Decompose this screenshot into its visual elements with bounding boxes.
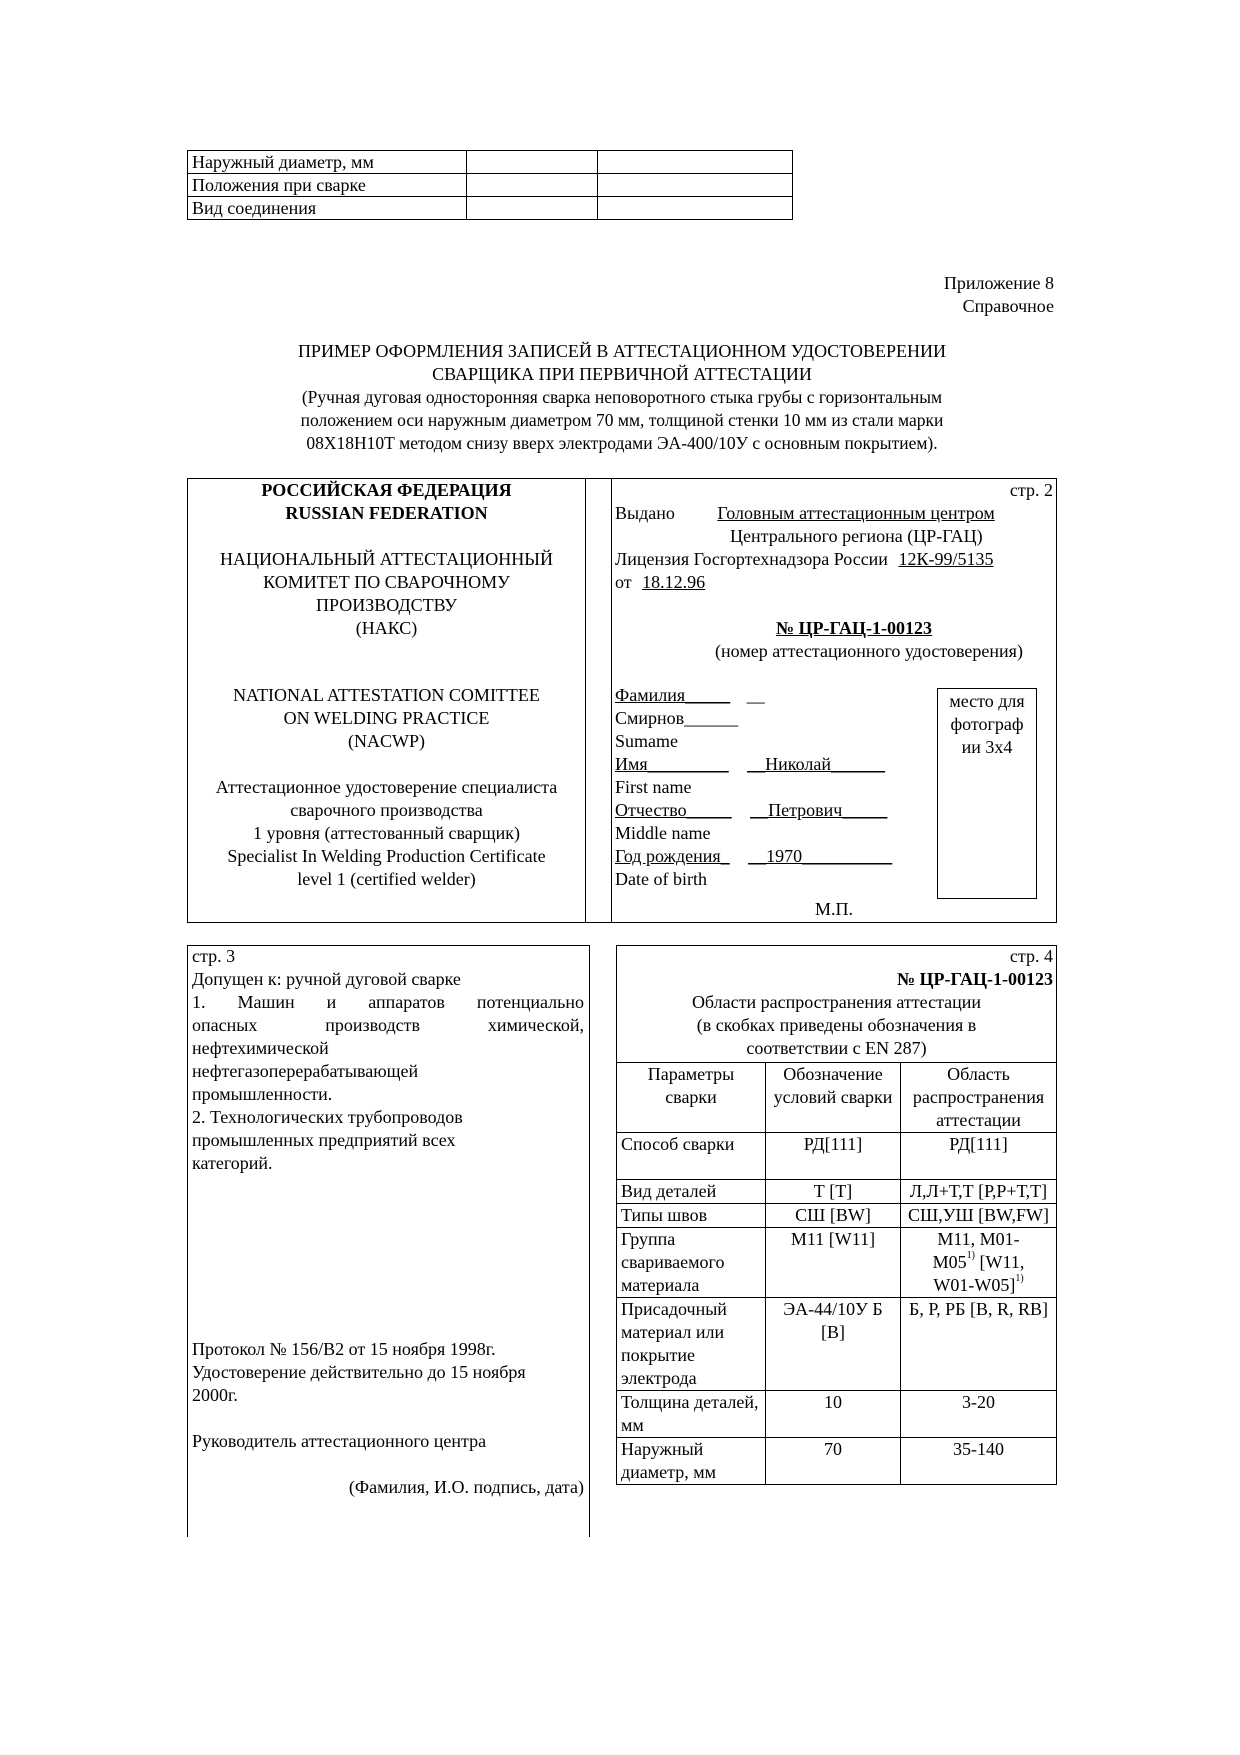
area-cell: СШ,УШ [BW,FW] [901, 1204, 1057, 1228]
org-line: ПРОИЗВОДСТВУ [316, 595, 457, 615]
cond-cell: СШ [BW] [766, 1204, 901, 1228]
area-text: М11, М01- [937, 1229, 1020, 1249]
license-number: 12К-99/5135 [898, 549, 994, 569]
validity-line: 2000г. [192, 1385, 238, 1405]
photo-placeholder [937, 688, 1037, 899]
surname-value: Смирнов______ [615, 708, 739, 728]
cond-cell: 70 [766, 1438, 901, 1485]
org-abbr-en: (NACWP) [348, 731, 425, 751]
heading-subtitle: 08Х18Н10Т методом снизу вверх электродами ЭА-400/10У с основным покрытием). [306, 433, 938, 453]
attestation-table [616, 1062, 1057, 1485]
cert-desc-en: Specialist In Welding Production Certificate [227, 846, 546, 866]
stamp-place: М.П. [814, 899, 853, 919]
table-cell [598, 197, 793, 220]
issued-row [615, 502, 1053, 525]
table-cell [467, 197, 598, 220]
table-row [617, 1204, 1057, 1228]
cert-number: № ЦР-ГАЦ-1-00123 [896, 969, 1053, 989]
protocol-line: Протокол № 156/В2 от 15 ноября 1998г. [192, 1339, 496, 1359]
divider [585, 479, 586, 922]
photo-caption-line: ии 3х4 [961, 737, 1013, 757]
param-cell: Вид деталей [617, 1180, 766, 1204]
param-cell: Группа свариваемого материала [617, 1228, 766, 1298]
heading-line: ПРИМЕР ОФОРМЛЕНИЯ ЗАПИСЕЙ В АТТЕСТАЦИОННОМ УДОСТОВЕРЕНИИ [297, 341, 947, 361]
admitted-item: нефтегазоперерабатывающей [192, 1061, 419, 1081]
page-number: стр. 2 [1009, 480, 1053, 500]
appendix-type: Справочное [962, 296, 1054, 316]
license-date-row [615, 571, 1053, 594]
cert-desc: Аттестационное удостоверение специалиста [215, 777, 558, 797]
page-4-header [620, 945, 1053, 1060]
table-cell [467, 174, 598, 197]
divider [611, 479, 612, 922]
certificate-inner [187, 945, 1057, 1537]
admitted-item: 1. Машин и аппаратов потенциально [192, 992, 584, 1012]
table-title: Области распространения аттестации [691, 992, 982, 1012]
column-header: Параметры сварки [617, 1063, 766, 1133]
table-row [617, 1180, 1057, 1204]
patronymic-label: Отчество_____ [615, 800, 732, 820]
from-label: от [615, 572, 632, 592]
area-cell: 35-140 [901, 1438, 1057, 1485]
cert-desc: 1 уровня (аттестованный сварщик) [253, 823, 520, 843]
country-en: RUSSIAN FEDERATION [285, 503, 488, 523]
footnote-mark: 1) [1015, 1273, 1024, 1284]
area-cell: Л,Л+Т,Т [Р,Р+Т,Т] [901, 1180, 1057, 1204]
param-cell: Наружный диаметр, мм [617, 1438, 766, 1485]
area-cell: РД[111] [901, 1133, 1057, 1180]
table-cell: Вид соединения [188, 197, 467, 220]
certificate-cover [187, 478, 1057, 923]
org-line: НАЦИОНАЛЬНЫЙ АТТЕСТАЦИОННЫЙ [220, 549, 553, 569]
area-cell: 3-20 [901, 1391, 1057, 1438]
admitted-item: промышленных предприятий всех [192, 1130, 456, 1150]
table-title: (в скобках приведены обозначения в [696, 1015, 977, 1035]
table-row [617, 1133, 1057, 1180]
license-row [615, 548, 1053, 571]
photo-caption [938, 689, 1036, 759]
name-value: __Николай______ [747, 754, 886, 774]
table-cell [598, 174, 793, 197]
table-cell [467, 151, 598, 174]
org-line: КОМИТЕТ ПО СВАРОЧНОМУ [263, 572, 510, 592]
cert-desc-en: level 1 (certified welder) [297, 869, 476, 889]
surname-blank: __ [746, 685, 765, 705]
signature-caption: (Фамилия, И.О. подпись, дата) [348, 1477, 584, 1497]
head-label: Руководитель аттестационного центра [192, 1431, 487, 1451]
birth-en: Date of birth [615, 869, 707, 889]
cover-right [615, 479, 1053, 663]
cover-left-en [188, 684, 585, 891]
page-number: стр. 4 [1009, 946, 1053, 966]
table-row [188, 174, 793, 197]
license-date: 18.12.96 [642, 572, 706, 592]
name-en: First name [615, 777, 692, 797]
birth-row [615, 845, 925, 868]
surname-en: Sumame [615, 731, 678, 751]
table-row [617, 1438, 1057, 1485]
admitted-item: 2. Технологических трубопроводов [192, 1107, 463, 1127]
issued-label: Выдано [615, 503, 675, 523]
table-header-row [617, 1063, 1057, 1133]
area-text: [W11, [975, 1252, 1025, 1272]
surname-row [615, 684, 925, 707]
holder-data [615, 684, 925, 891]
page-3-footer [192, 1338, 584, 1499]
cert-number-caption: (номер аттестационного удостоверения) [715, 641, 1023, 661]
table-title: соответствии с EN 287) [746, 1038, 927, 1058]
page-number: стр. 3 [192, 946, 236, 966]
table-row [617, 1298, 1057, 1391]
cert-desc: сварочного производства [290, 800, 483, 820]
param-cell: Толщина деталей, мм [617, 1391, 766, 1438]
issued-value-2: Центрального региона (ЦР-ГАЦ) [730, 526, 983, 546]
surname-label: Фамилия_____ [615, 685, 731, 705]
issued-value: Головным аттестационным центром [717, 503, 995, 523]
cond-cell: РД[111] [766, 1133, 901, 1180]
admitted-text: Допущен к: ручной дуговой сварке [192, 969, 461, 989]
area-cell: Б, Р, РБ [В, R, RB] [901, 1298, 1057, 1391]
area-text: W01-W05] [933, 1275, 1016, 1295]
area-cell [901, 1228, 1057, 1298]
area-text: М05 [932, 1252, 967, 1272]
cover-left [188, 479, 585, 640]
table-row [617, 1228, 1057, 1298]
cert-number: № ЦР-ГАЦ-1-00123 [775, 618, 933, 638]
admitted-item: промышленности. [192, 1084, 333, 1104]
patronymic-en: Middle name [615, 823, 711, 843]
column-header: Область распространения аттестации [901, 1063, 1057, 1133]
org-abbr: (НАКС) [355, 618, 418, 638]
validity-line: Удостоверение действительно до 15 ноября [192, 1362, 526, 1382]
column-header: Обозначение условий сварки [766, 1063, 901, 1133]
photo-caption-line: фотограф [950, 714, 1024, 734]
name-row [615, 753, 925, 776]
appendix-number: Приложение 8 [943, 273, 1054, 293]
heading-subtitle: (Ручная дуговая односторонняя сварка неповоротного стыка грубы с горизонтальным [301, 387, 943, 407]
admitted-item: опасных производств химической, [192, 1015, 584, 1035]
patronymic-row [615, 799, 925, 822]
table-row [617, 1391, 1057, 1438]
table-row [188, 151, 793, 174]
patronymic-value: __Петрович_____ [750, 800, 888, 820]
birth-value: __1970__________ [748, 846, 893, 866]
footnote-mark: 1) [966, 1250, 976, 1261]
cond-cell: 10 [766, 1391, 901, 1438]
org-line-en: ON WELDING PRACTICE [283, 708, 490, 728]
top-table [187, 150, 793, 220]
cond-cell: М11 [W11] [766, 1228, 901, 1298]
birth-label: Год рождения_ [615, 846, 730, 866]
table-cell: Наружный диаметр, мм [188, 151, 467, 174]
cond-cell: ЭА-44/10У Б [В] [766, 1298, 901, 1391]
heading-line: СВАРЩИКА ПРИ ПЕРВИЧНОЙ АТТЕСТАЦИИ [432, 364, 812, 384]
admitted-item: нефтехимической [192, 1038, 329, 1058]
table-row [188, 197, 793, 220]
org-line-en: NATIONAL ATTESTATION COMITTEE [233, 685, 540, 705]
param-cell: Способ сварки [617, 1133, 766, 1180]
table-cell [598, 151, 793, 174]
heading-subtitle: положением оси наружным диаметром 70 мм, толщиной стенки 10 мм из стали марки [300, 410, 944, 430]
admitted-item: категорий. [192, 1153, 273, 1173]
name-label: Имя_________ [615, 754, 729, 774]
param-cell: Типы швов [617, 1204, 766, 1228]
page-3-content [192, 945, 584, 1175]
table-cell: Положения при сварке [188, 174, 467, 197]
cond-cell: Т [Т] [766, 1180, 901, 1204]
param-cell: Присадочный материал или покрытие электрода [617, 1298, 766, 1391]
appendix-label [944, 272, 1054, 318]
country-ru: РОССИЙСКАЯ ФЕДЕРАЦИЯ [261, 480, 512, 500]
license-label: Лицензия Госгортехнадзора России [615, 549, 888, 569]
page-heading [187, 340, 1057, 455]
photo-caption-line: место для [949, 691, 1025, 711]
